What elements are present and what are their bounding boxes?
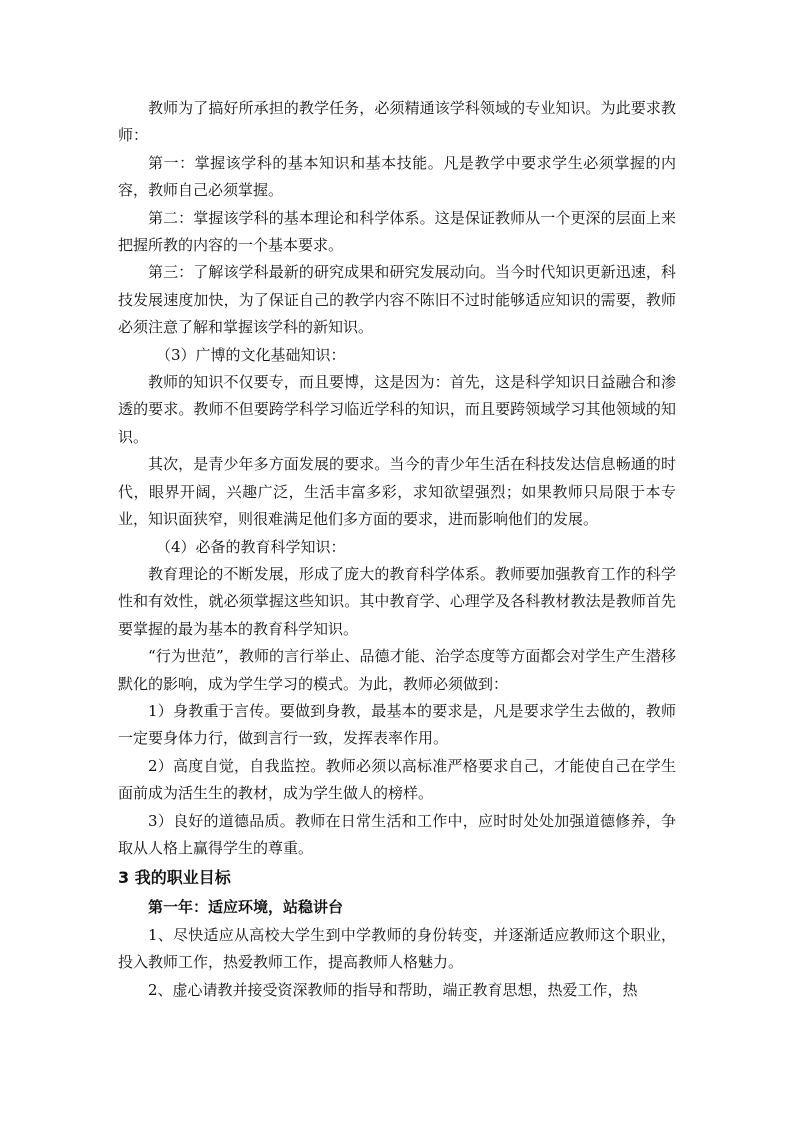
first-year-item-1: 1、尽快适应从高校大学生到中学教师的身份转变，并逐渐适应教师这个职业，投入教师工作，热爱教师工作，提高教师人格魅力。 [118,925,676,972]
subheading-broad-knowledge: （3）广博的文化基础知识： [156,345,346,364]
list-item-2: 2）高度自觉，自我监控。教师必须以高标准严格要求自己，才能使自己在学生面前成为活生生的教材，成为学生做人的榜样。 [118,756,676,803]
education-science-paragraph: 教育理论的不断发展，形成了庞大的教育科学体系。教师要加强教育工作的科学性和有效性，就必须掌握这些知识。其中教育学、心理学及各科教材教法是教师首先要掌握的最为基本的教育科学知识。 [118,564,676,638]
broad-knowledge-paragraph-1: 教师的知识不仅要专，而且要博，这是因为：首先，这是科学知识日益融合和渗透的要求。教师不但要跨学科学习临近学科的知识，而且要跨领域学习其他领域的知识。 [118,373,676,446]
subheading-education-science: （4）必备的教育科学知识： [156,537,346,556]
first-year-heading: 第一年：适应环境，站稳讲台 [148,898,344,917]
document-page [118,95,676,1004]
list-item-3: 3）良好的道德品质。教师在日常生活和工作中，应时时处处加强道德修养，争取从人格上赢得学生的尊重。 [118,811,676,857]
role-model-paragraph: “行为世范”，教师的言行举止、品德才能、治学态度等方面都会对学生产生潜移默化的影响，成为学生学习的模式。为此，教师必须做到： [118,647,676,693]
point-second-paragraph: 第二：掌握该学科的基本理论和科学体系。这是保证教师从一个更深的层面上来把握所教的内容的一个基本要求。 [118,208,676,255]
broad-knowledge-paragraph-2: 其次，是青少年多方面发展的要求。当今的青少年生活在科技发达信息畅通的时代，眼界开阔，兴趣广泛，生活丰富多彩，求知欲望强烈；如果教师只局限于本专业，知识面狭窄，则很难满足他们多方面的要求，进而影响他们的发展。 [118,455,676,529]
first-year-item-2: 2、虚心请教并接受资深教师的指导和帮助，端正教育思想，热爱工作，热 [148,980,638,999]
list-item-1: 1）身教重于言传。要做到身教，最基本的要求是，凡是要求学生去做的，教师一定要身体力行，做到言行一致，发挥表率作用。 [118,701,676,748]
intro-paragraph: 教师为了搞好所承担的教学任务，必须精通该学科领域的专业知识。为此要求教师： [118,99,676,145]
point-third-paragraph: 第三：了解该学科最新的研究成果和研究发展动向。当今时代知识更新迅速，科技发展速度加快，为了保证自己的教学内容不陈旧不过时能够适应知识的需要，教师必须注意了解和掌握该学科的新知识。 [118,263,676,337]
point-first-paragraph: 第一：掌握该学科的基本知识和基本技能。凡是教学中要求学生必须掌握的内容，教师自己必须掌握。 [118,153,676,200]
section-heading-career-goals: 3 我的职业目标 [118,868,231,888]
